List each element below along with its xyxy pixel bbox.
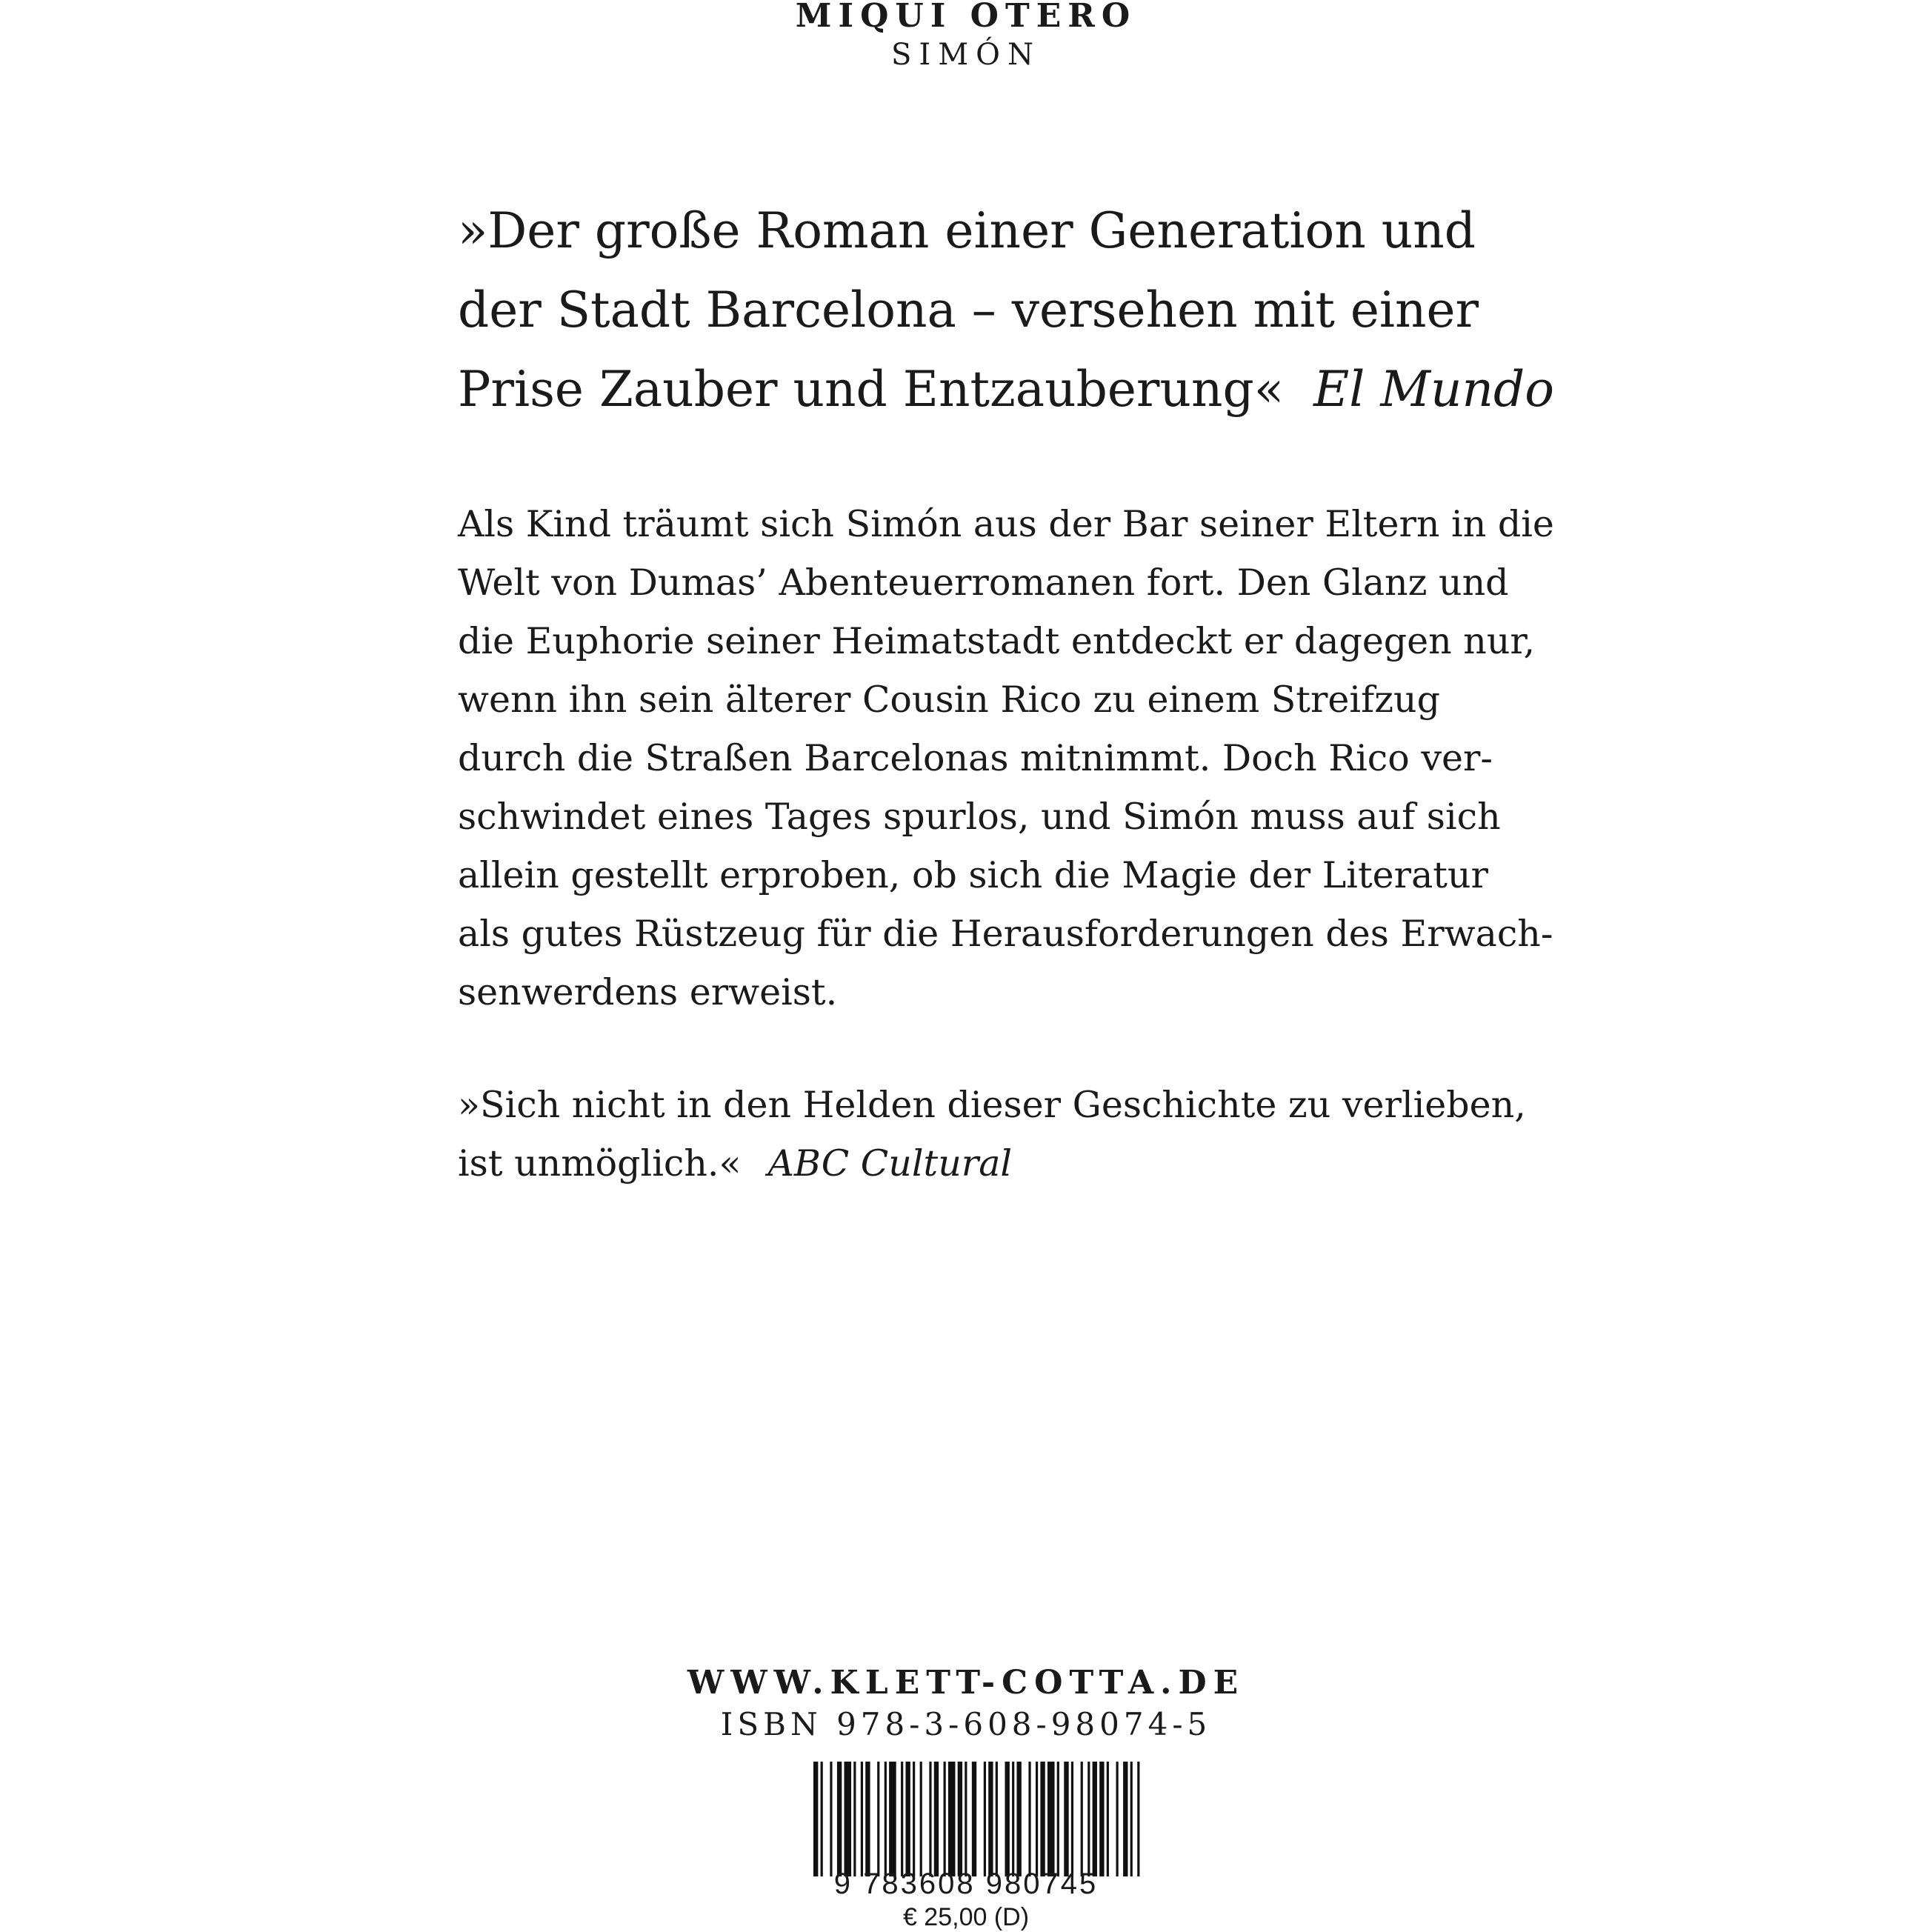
barcode-bar	[1116, 1762, 1119, 1876]
isbn-number: ISBN 978-3-608-98074-5	[720, 1706, 1212, 1742]
barcode-bar	[905, 1762, 910, 1876]
book-blurb	[458, 495, 1554, 1022]
quote2-line-1: »Sich nicht in den Helden dieser Geschichte zu verlieben,	[458, 1084, 1526, 1126]
blurb-line: als gutes Rüstzeug für die Herausforderungen des Erwach-	[458, 913, 1553, 955]
blurb-line: Als Kind träumt sich Simón aus der Bar seiner Eltern in die	[458, 503, 1554, 545]
barcode-bar	[865, 1762, 870, 1876]
barcode-digits: 9 783608 980745	[833, 1868, 1099, 1900]
barcode-bar	[996, 1762, 998, 1876]
barcode-bar	[837, 1762, 842, 1876]
barcode-bar	[1005, 1762, 1010, 1876]
barcode-bar	[861, 1762, 863, 1876]
quote1-line-3	[458, 350, 1569, 429]
blurb-line: allein gestellt erproben, ob sich die Magie der Literatur	[458, 854, 1488, 896]
barcode-bar	[1036, 1762, 1038, 1876]
barcode-bar	[853, 1762, 856, 1876]
barcode-bar	[1087, 1762, 1090, 1876]
barcode-bar	[984, 1762, 986, 1876]
barcode-bar	[830, 1762, 832, 1876]
blurb-line: Welt von Dumas’ Abenteuerromanen fort. Den Glanz und	[458, 562, 1509, 604]
barcode-bar	[913, 1762, 915, 1876]
barcode-bar	[1137, 1762, 1139, 1876]
barcode-bar	[1099, 1762, 1104, 1876]
barcode-bar	[1047, 1762, 1055, 1876]
barcode-bar	[1093, 1762, 1097, 1876]
barcode-bar	[934, 1762, 939, 1876]
barcode-bar	[948, 1762, 956, 1876]
barcode-bar	[972, 1762, 976, 1876]
barcode-bar	[1057, 1762, 1059, 1876]
press-quote-abc-cultural	[458, 1076, 1539, 1193]
barcode-bar	[821, 1762, 823, 1876]
barcode-bar	[920, 1762, 922, 1876]
price-label: € 25,00 (D)	[902, 1903, 1030, 1931]
quote2-line-2-text: ist unmöglich.«	[458, 1142, 742, 1185]
barcode-bar	[1064, 1762, 1068, 1876]
barcode-bar	[1071, 1762, 1073, 1876]
press-quote-el-mundo	[458, 191, 1569, 429]
publisher-website: WWW.KLETT-COTTA.DE	[687, 1664, 1245, 1702]
author-name: MIQUI OTERO	[795, 0, 1137, 35]
quote2-line-2	[458, 1134, 1539, 1193]
barcode-bar	[1107, 1762, 1109, 1876]
quote1-source: El Mundo	[1313, 361, 1554, 418]
blurb-line: durch die Straßen Barcelonas mitnimmt. Doch Rico ver-	[458, 737, 1493, 779]
barcode-bar	[813, 1762, 818, 1876]
barcode-bar	[889, 1762, 896, 1876]
barcode-bar	[1123, 1762, 1127, 1876]
barcode-bar	[1081, 1762, 1083, 1876]
barcode-bar	[944, 1762, 946, 1876]
barcode-bar	[1130, 1762, 1133, 1876]
barcode-bar	[885, 1762, 887, 1876]
blurb-line: senwerdens erweist.	[458, 971, 838, 1013]
barcode-bar	[988, 1762, 993, 1876]
barcode-bar	[1028, 1762, 1030, 1876]
quote1-line-1: »Der große Roman einer Generation und	[458, 202, 1476, 259]
barcode-bar	[1040, 1762, 1045, 1876]
barcode-bar	[877, 1762, 879, 1876]
barcode-bar	[929, 1762, 931, 1876]
barcode-bar	[1012, 1762, 1014, 1876]
barcode-bar	[844, 1762, 851, 1876]
blurb-line: die Euphorie seiner Heimatstadt entdeckt er dagegen nur,	[458, 620, 1536, 662]
barcode-bar	[965, 1762, 967, 1876]
book-title: SIMÓN	[891, 38, 1041, 72]
quote1-line-2: der Stadt Barcelona – versehen mit einer	[458, 282, 1479, 339]
barcode-bar	[958, 1762, 962, 1876]
blurb-line: wenn ihn sein älterer Cousin Rico zu einem Streifzug	[458, 679, 1440, 721]
quote1-line-3-text: Prise Zauber und Entzauberung«	[458, 361, 1285, 418]
blurb-line: schwindet eines Tages spurlos, und Simón muss auf sich	[458, 796, 1501, 838]
barcode-bar	[1016, 1762, 1021, 1876]
barcode-image	[813, 1762, 1147, 1876]
quote2-source: ABC Cultural	[767, 1142, 1013, 1185]
barcode-bar	[901, 1762, 903, 1876]
